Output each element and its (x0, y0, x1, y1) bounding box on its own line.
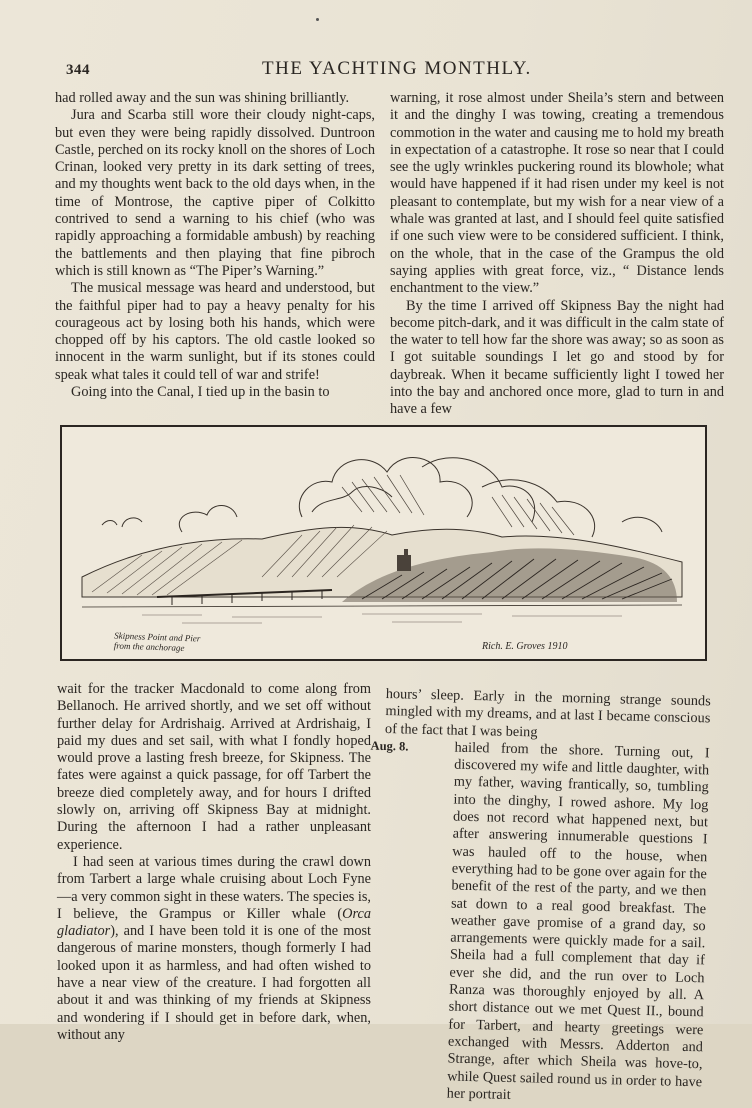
column-bottom-right (370, 686, 711, 1108)
skipness-illustration (60, 425, 707, 661)
paragraph: The musical message was heard and understood, but the faithful piper had to pay a heavy penalty for his courageous act by losing both his hands, which were chopped off by his captors. The old castle looked so innocent in the warm sunlight, but if its stones could speak what tales it could tell of war and strife! (55, 280, 375, 383)
column-top-left (55, 90, 375, 401)
print-speck (316, 18, 319, 21)
paragraph: warning, it rose almost under Sheila’s stern and between it and the dinghy I was towing, creating a tremendous commotion in the water and causing me to hold my breath in expectation of a catastrophe. It rose so near that I could see the ugly wrinkles puckering round its blowhole; what would have happened if it had risen under my keel is not pleasant to contemplate, but my wish for a near view of a whale was granted at last, and I should feel quite satisfied if one such view were to be considered sufficient. I think, on the whole, that in the case of the Grampus the old saying applies with great force, viz., “ Distance lends enchantment to the view.” (390, 90, 724, 297)
column-bottom-left (57, 681, 371, 1044)
illustration-caption: Skipness Point and Pier from the anchorage (113, 630, 201, 653)
running-title: THE YACHTING MONTHLY. (262, 58, 532, 79)
paragraph: Aug. 8. hailed from the shore. Turning out, I discovered my wife and little daughter, with my father, waving frantically, so, tumbling into the dinghy, I rowed ashore. My log does not record what happened next, but after answering innumerable questions I was hauled off to the house, when everything had to be gone over again for the benefit of the rest of the party, and we then sat down to a real good breakfast. The weather gave promise of a grand day, so arrangements were quickly made for a sail. Sheila had a full complement that day if ever she did, and the run over to Loch Ranza was thoroughly enjoyed by all. A short distance out we met Quest II., bound for Tarbert, and hearty greetings were exchanged with Messrs. Adderton and Strange, after which Sheila was hove-to, while Quest sailed round us in order to have her portrait (370, 738, 710, 1103)
paragraph: Going into the Canal, I tied up in the basin to (71, 384, 330, 401)
paragraph: hours’ sleep. Early in the morning strange sounds mingled with my dreams, and at last I became conscious of the fact that I was being (384, 686, 711, 741)
column-top-right (390, 90, 724, 419)
paragraph: I had seen at various times during the crawl down from Tarbert a large whale cruising about Loch Fyne—a very common sight in these waters. The species is, I believe, the Grampus or Killer whale (Orca gladiator), and I have been told it is one of the most dangerous of marine monsters, though formerly I had looked upon it as harmless, and had often wished to have a near view of the creature. I had forgotten all about it and was thinking of my friends at Skipness and wondering if I should get in before dark, when, without any (57, 853, 371, 1043)
species-name: Orca gladiator (57, 905, 371, 940)
paragraph: had rolled away and the sun was shining brilliantly. (55, 90, 350, 106)
paragraph: wait for the tracker Macdonald to come along from Bellanoch. He arrived shortly, and we set off without further delay for Ardrishaig. Arrived at Ardrishaig, I paid my dues and set sail, with what I fondly hoped would prove a lasting fresh breeze, for Skipness. The fates were against a quick passage, for off Tarbert the breeze died completely away, and for hours I drifted slowly on, arriving off Skipness Bay at midnight. During the afternoon I had a rather unpleasant experience. (57, 681, 371, 853)
margin-date: Aug. 8. (370, 738, 409, 754)
artist-signature: Rich. E. Groves 1910 (482, 641, 568, 652)
paragraph: Jura and Scarba still wore their cloudy night-caps, but even they were being rapidly dissolved. Duntroon Castle, perched on its rocky knoll on the shores of Loch Crinan, looked very pretty in its dark setting of trees, and my thoughts went back to the old days when, in the time of Montrose, the captive piper of Colkitto contrived to send a warning to his chief (who was rapidly approaching a formidable ambush) by reaching the battlements and then playing that fine pibroch which is still known as “The Piper’s Warning.” (55, 107, 375, 279)
page-number: 344 (66, 62, 90, 78)
paragraph: By the time I arrived off Skipness Bay the night had become pitch-dark, and it was difficult in the calm state of the water to tell how far the shore was away; so as soon as I got suitable soundings I let go and stood by for daybreak. When it became sufficiently light I towed her into the bay and anchored once more, glad to turn in and have a few (390, 297, 724, 418)
pen-sketch-landscape (62, 427, 705, 659)
